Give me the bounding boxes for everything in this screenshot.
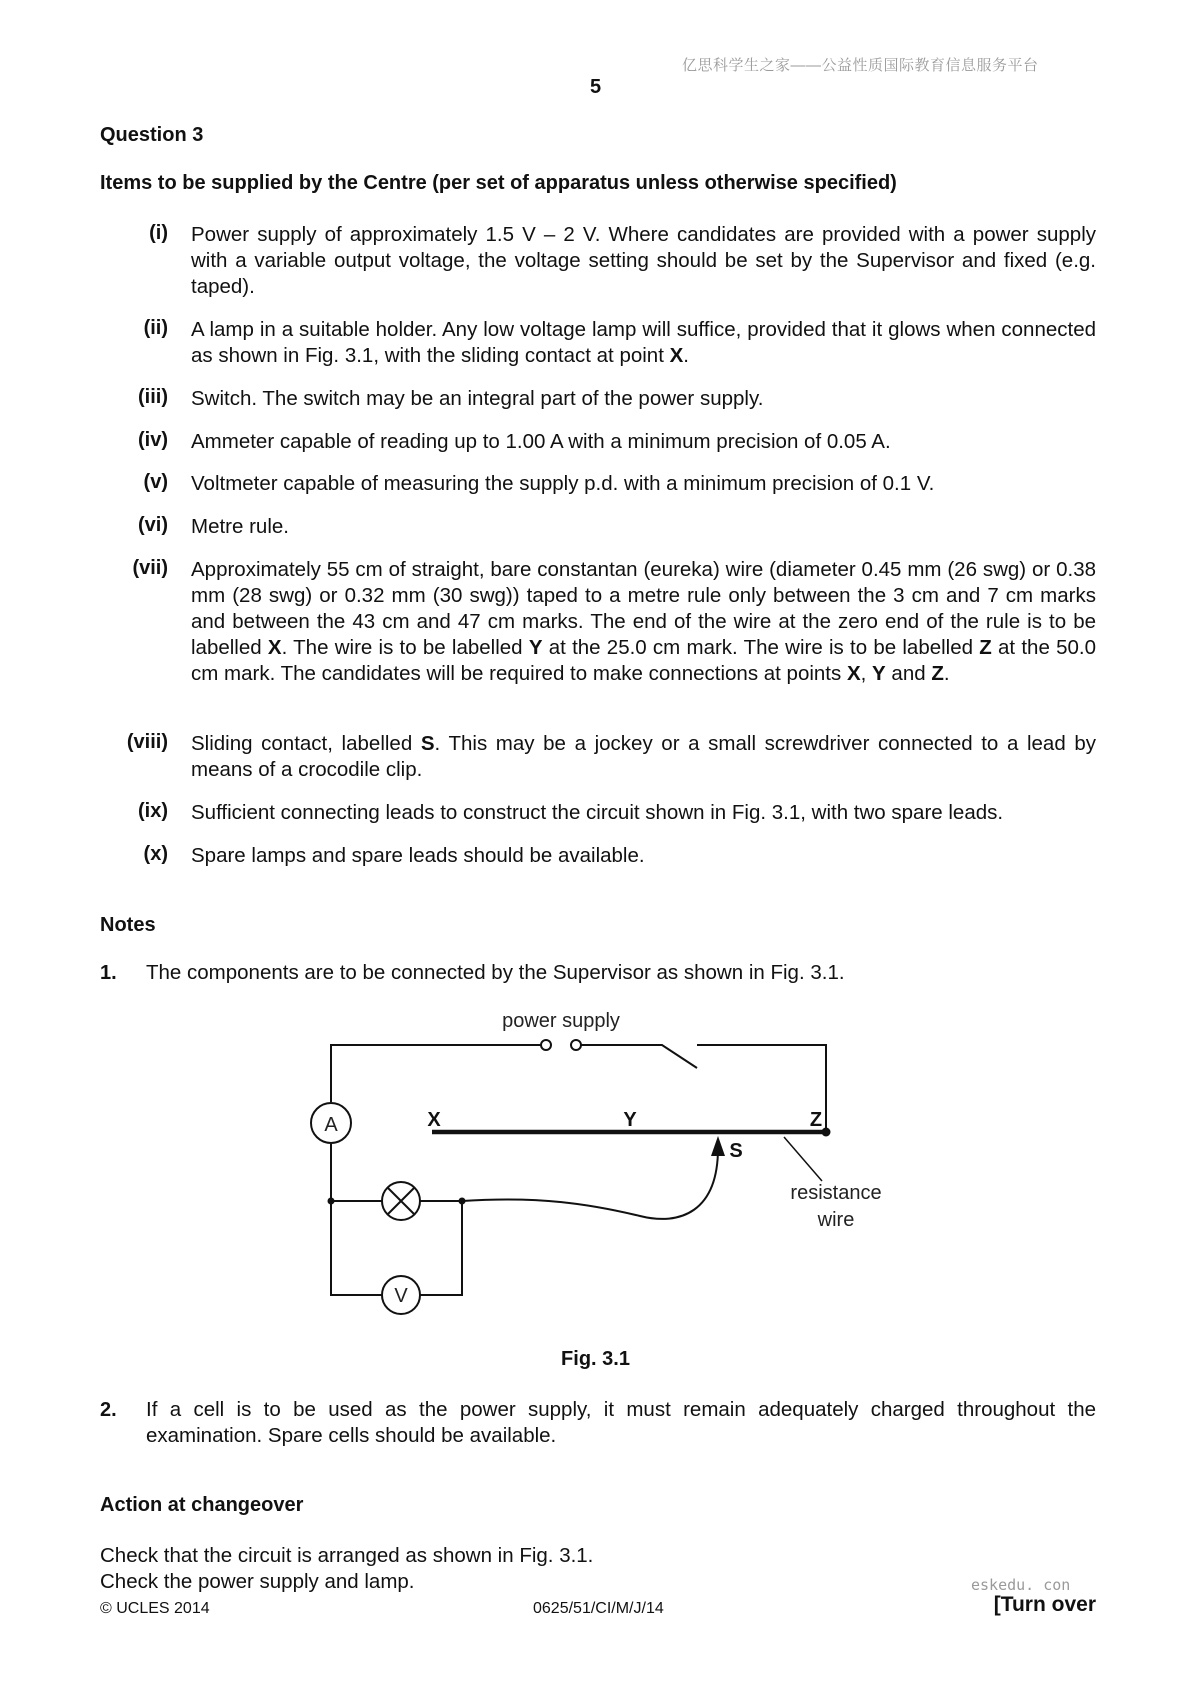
figure-caption: Fig. 3.1 <box>561 1348 630 1370</box>
item-label: (vi) <box>138 514 168 536</box>
watermark-top: 亿思科学生之家——公益性质国际教育信息服务平台 <box>682 57 1039 74</box>
items-heading: Items to be supplied by the Centre (per set of apparatus unless otherwise specified) <box>100 172 897 194</box>
sliding-contact-label: S <box>729 1140 743 1162</box>
junction-dot <box>459 1198 466 1205</box>
item-text: Power supply of approximately 1.5 V – 2 V. Where candidates are provided with a power supply with a variable output voltage, the voltage setting should be set by the Supervisor and fixed (e.g. taped). <box>191 223 1096 298</box>
lamp-cross <box>388 1188 415 1215</box>
footer-copyright: © UCLES 2014 <box>100 1600 210 1617</box>
footer-turn-over: [Turn over <box>993 1593 1096 1616</box>
ammeter-symbol: A <box>324 1114 338 1136</box>
item-label: (ii) <box>143 317 168 339</box>
footer-code: 0625/51/CI/M/J/14 <box>533 1600 664 1617</box>
power-supply-terminal-left <box>541 1040 551 1050</box>
watermark-bottom: eskedu. con <box>971 1576 1071 1594</box>
changeover-line: Check the power supply and lamp. <box>100 1570 415 1593</box>
circuit-diagram <box>0 990 1191 1330</box>
item-text: Sufficient connecting leads to construct the circuit shown in Fig. 3.1, with two spare leads. <box>191 801 1004 824</box>
note-number: 2. <box>100 1399 117 1421</box>
point-y-label: Y <box>623 1109 637 1131</box>
item-label: (vii) <box>132 557 168 579</box>
junction-dot <box>328 1198 335 1205</box>
wire-top-right <box>697 1045 826 1132</box>
item-text: Switch. The switch may be an integral part of the power supply. <box>191 387 764 410</box>
point-z-label: Z <box>809 1109 823 1131</box>
item-label: (iv) <box>138 429 168 451</box>
wire-top-left <box>331 1045 546 1102</box>
power-supply-terminal-right <box>571 1040 581 1050</box>
wire-left <box>331 1144 382 1295</box>
item-label: (i) <box>149 222 168 244</box>
item-text: Metre rule. <box>191 515 289 538</box>
sliding-contact-arrow <box>711 1136 725 1156</box>
question-title: Question 3 <box>100 124 204 146</box>
wire-voltmeter-right <box>420 1201 462 1295</box>
wire-sliding-lead <box>462 1148 718 1219</box>
item-text: Voltmeter capable of measuring the supply p.d. with a minimum precision of 0.1 V. <box>191 472 935 495</box>
item-text: Approximately 55 cm of straight, bare constantan (eureka) wire (diameter 0.45 mm (26 swg) or 0.38 mm (28 swg) or 0.32 mm (30 swg)) taped to a metre rule only between the 3 cm and 7 cm marks and between the 43 cm and 47 cm marks. The end of the wire at the zero end of the rule is to be labelled X. The wire is to be labelled Y at the 25.0 cm mark. The wire is to be labelled Z at the 50.0 cm mark. The candidates will be required to make connections at points X, Y and Z. <box>191 558 1096 685</box>
item-text: Spare lamps and spare leads should be available. <box>191 844 645 867</box>
voltmeter-symbol: V <box>394 1285 408 1307</box>
item-text: Ammeter capable of reading up to 1.00 A with a minimum precision of 0.05 A. <box>191 430 891 453</box>
point-z-dot <box>822 1128 831 1137</box>
notes-heading: Notes <box>100 914 156 936</box>
note-text: If a cell is to be used as the power supply, it must remain adequately charged throughout the examination. Spare cells should be available. <box>146 1398 1096 1447</box>
item-label: (iii) <box>138 386 168 408</box>
item-label: (ix) <box>138 800 168 822</box>
item-text: A lamp in a suitable holder. Any low voltage lamp will suffice, provided that it glows when connected as shown in Fig. 3.1, with the sliding contact at point X. <box>191 318 1096 367</box>
note-text: The components are to be connected by the Supervisor as shown in Fig. 3.1. <box>146 961 845 984</box>
page-number: 5 <box>589 76 602 98</box>
resistance-wire-label-line1: resistance <box>790 1182 882 1204</box>
item-text: Sliding contact, labelled S. This may be a jockey or a small screwdriver connected to a lead by means of a crocodile clip. <box>191 732 1096 781</box>
power-supply-label: power supply <box>502 1010 620 1032</box>
item-label: (v) <box>143 471 168 493</box>
changeover-heading: Action at changeover <box>100 1494 304 1516</box>
switch-lever <box>580 1045 697 1068</box>
note-number: 1. <box>100 962 117 984</box>
resistance-wire-label-line2: wire <box>817 1209 855 1231</box>
item-label: (viii) <box>126 731 168 753</box>
item-label: (x) <box>143 843 168 865</box>
resistance-wire-leader <box>784 1137 822 1181</box>
changeover-line: Check that the circuit is arranged as shown in Fig. 3.1. <box>100 1544 594 1567</box>
point-x-label: X <box>427 1109 441 1131</box>
